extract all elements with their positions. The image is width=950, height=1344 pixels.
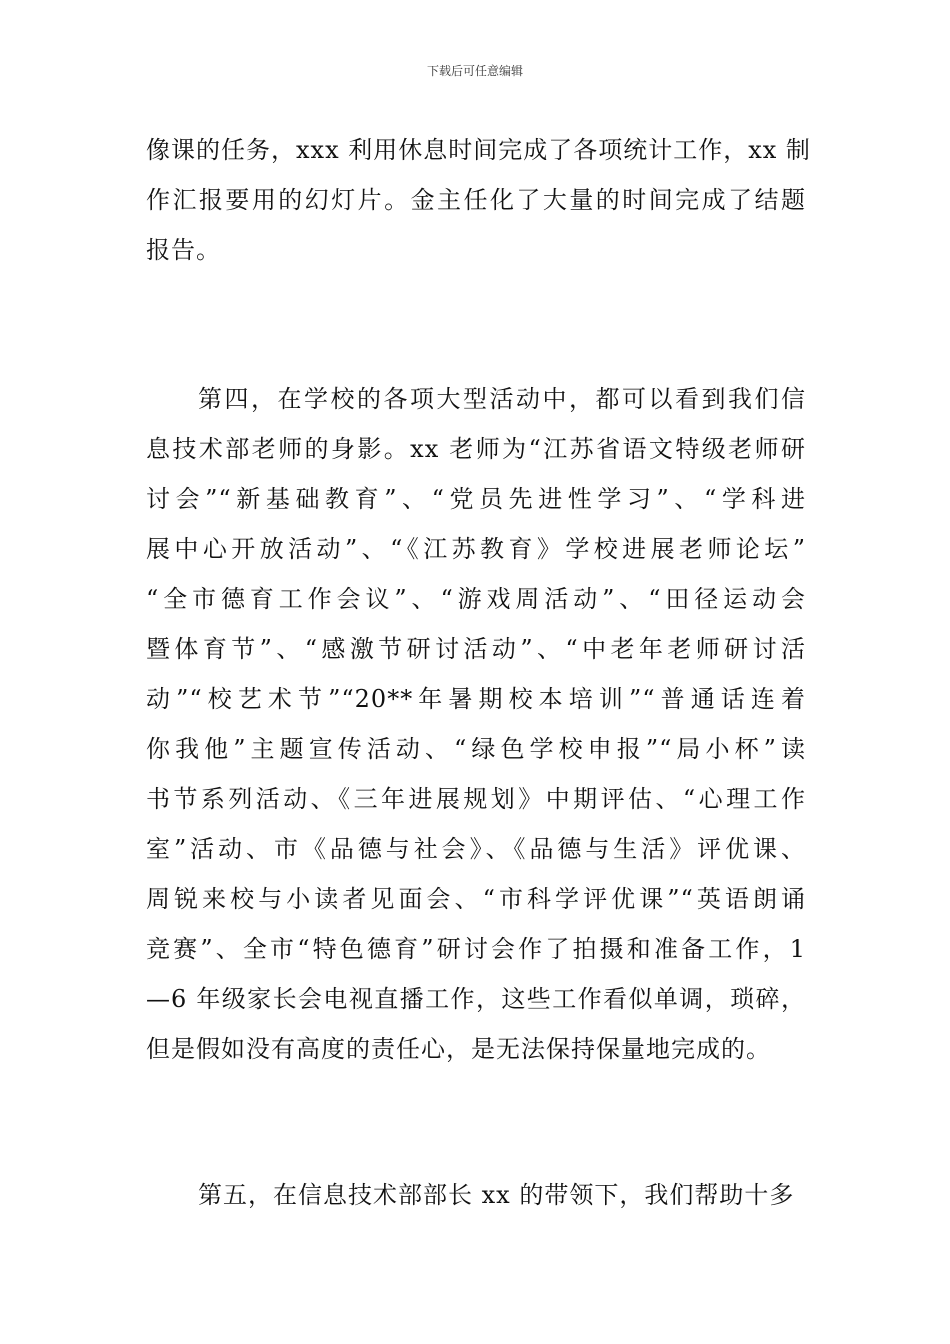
text-line: 报告。 [146, 236, 221, 264]
text-line: 息技术部老师的身影。xx 老师为“江苏省语文特级老师研 [146, 435, 806, 463]
text-line: 展中心开放活动”、“《江苏教育》学校进展老师论坛” [146, 535, 806, 563]
text-line: 作汇报要用的幻灯片。金主任化了大量的时间完成了结题 [146, 186, 806, 214]
text-line: —6 年级家长会电视直播工作，这些工作看似单调，琐碎， [146, 985, 806, 1013]
text-line: 你我他”主题宣传活动、“绿色学校申报”“局小杯”读 [146, 735, 806, 763]
text-line: 室”活动、市《品德与社会》、《品德与生活》评优课、 [146, 835, 806, 863]
text-line: “全市德育工作会议”、“游戏周活动”、“田径运动会 [146, 585, 806, 613]
page-header-note: 下载后可任意编辑 [426, 64, 523, 78]
paragraph-1 [146, 125, 811, 275]
text-line: 像课的任务，xxx 利用休息时间完成了各项统计工作，xx 制 [146, 136, 811, 164]
text-line: 第五，在信息技术部部长 xx 的带领下，我们帮助十多 [198, 1181, 795, 1209]
text-line: 动”“校艺术节”“20**年暑期校本培训”“普通话连着 [146, 685, 806, 713]
text-line: 但是假如没有高度的责任心，是无法保持保量地完成的。 [146, 1035, 771, 1063]
text-line: 暨体育节”、“感激节研讨活动”、“中老年老师研讨活 [146, 635, 806, 663]
text-line: 讨会”“新基础教育”、“党员先进性学习”、“学科进 [146, 485, 806, 513]
paragraph-3 [146, 1170, 806, 1220]
paragraph-2 [146, 374, 806, 1074]
text-line: 第四，在学校的各项大型活动中，都可以看到我们信 [198, 385, 806, 413]
text-line: 书节系列活动、《三年进展规划》中期评估、“心理工作 [146, 785, 806, 813]
text-line: 周锐来校与小读者见面会、“市科学评优课”“英语朗诵 [146, 885, 806, 913]
text-line: 竞赛”、全市“特色德育”研讨会作了拍摄和准备工作，1 [146, 935, 806, 963]
